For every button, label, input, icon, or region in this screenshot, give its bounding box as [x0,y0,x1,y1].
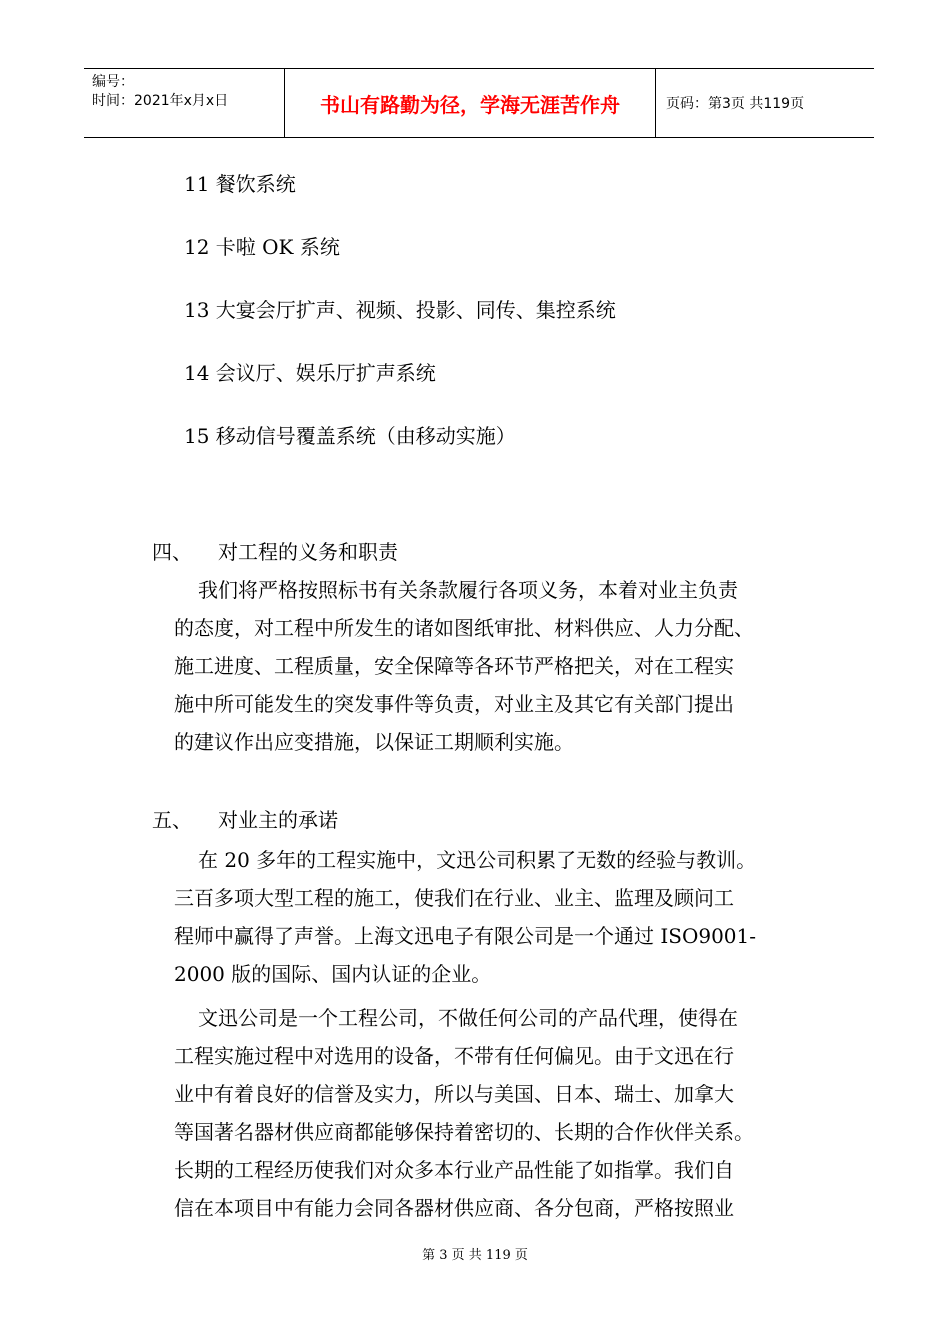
paragraph-line: 我们将严格按照标书有关条款履行各项义务，本着对业主负责 [198,578,738,602]
paragraph-line: 信在本项目中有能力会同各器材供应商、各分包商，严格按照业 [174,1196,734,1220]
section-title: 对工程的义务和职责 [218,540,398,564]
section-title: 对业主的承诺 [218,808,338,832]
list-item: 15 移动信号覆盖系统（由移动实施） [184,424,516,448]
header-slogan-cell [284,69,656,137]
section-number: 五、 [152,808,192,832]
header-meta [84,69,284,137]
list-item: 12 卡啦 OK 系统 [184,235,340,259]
page-footer: 第 3 页 共 119 页 [422,1248,528,1263]
page-header [84,68,874,138]
list-item: 13 大宴会厅扩声、视频、投影、同传、集控系统 [184,298,616,322]
paragraph-line: 工程实施过程中对选用的设备，不带有任何偏见。由于文迅在行 [174,1044,734,1068]
list-item: 14 会议厅、娱乐厅扩声系统 [184,361,436,385]
header-number: 编号： [92,74,134,90]
paragraph-line: 2000 版的国际、国内认证的企业。 [174,962,492,986]
paragraph-line: 业中有着良好的信誉及实力，所以与美国、日本、瑞士、加拿大 [174,1082,734,1106]
section-heading-5 [152,806,338,834]
paragraph-line: 等国著名器材供应商都能够保持着密切的、长期的合作伙伴关系。 [174,1120,754,1144]
section-number: 四、 [152,540,192,564]
paragraph-line: 三百多项大型工程的施工，使我们在行业、业主、监理及顾问工 [174,886,734,910]
header-slogan: 书山有路勤为径，学海无涯苦作舟 [320,92,620,117]
header-page-info: 页码：第3页 共119页 [666,96,805,112]
paragraph-line: 文迅公司是一个工程公司，不做任何公司的产品代理，使得在 [198,1006,738,1030]
list-item: 11 餐饮系统 [184,172,296,196]
paragraph-line: 施中所可能发生的突发事件等负责，对业主及其它有关部门提出 [174,692,734,716]
paragraph-line: 的建议作出应变措施，以保证工期顺利实施。 [174,730,574,754]
paragraph-line: 在 20 多年的工程实施中，文迅公司积累了无数的经验与教训。 [198,848,757,872]
paragraph-line: 的态度，对工程中所发生的诸如图纸审批、材料供应、人力分配、 [174,616,754,640]
section-heading-4 [152,538,398,566]
paragraph-line: 施工进度、工程质量，安全保障等各环节严格把关，对在工程实 [174,654,734,678]
paragraph-line: 长期的工程经历使我们对众多本行业产品性能了如指掌。我们自 [174,1158,734,1182]
header-time: 时间：2021年x月x日 [92,93,229,109]
paragraph-line: 程师中赢得了声誉。上海文迅电子有限公司是一个通过 ISO9001- [174,924,757,948]
